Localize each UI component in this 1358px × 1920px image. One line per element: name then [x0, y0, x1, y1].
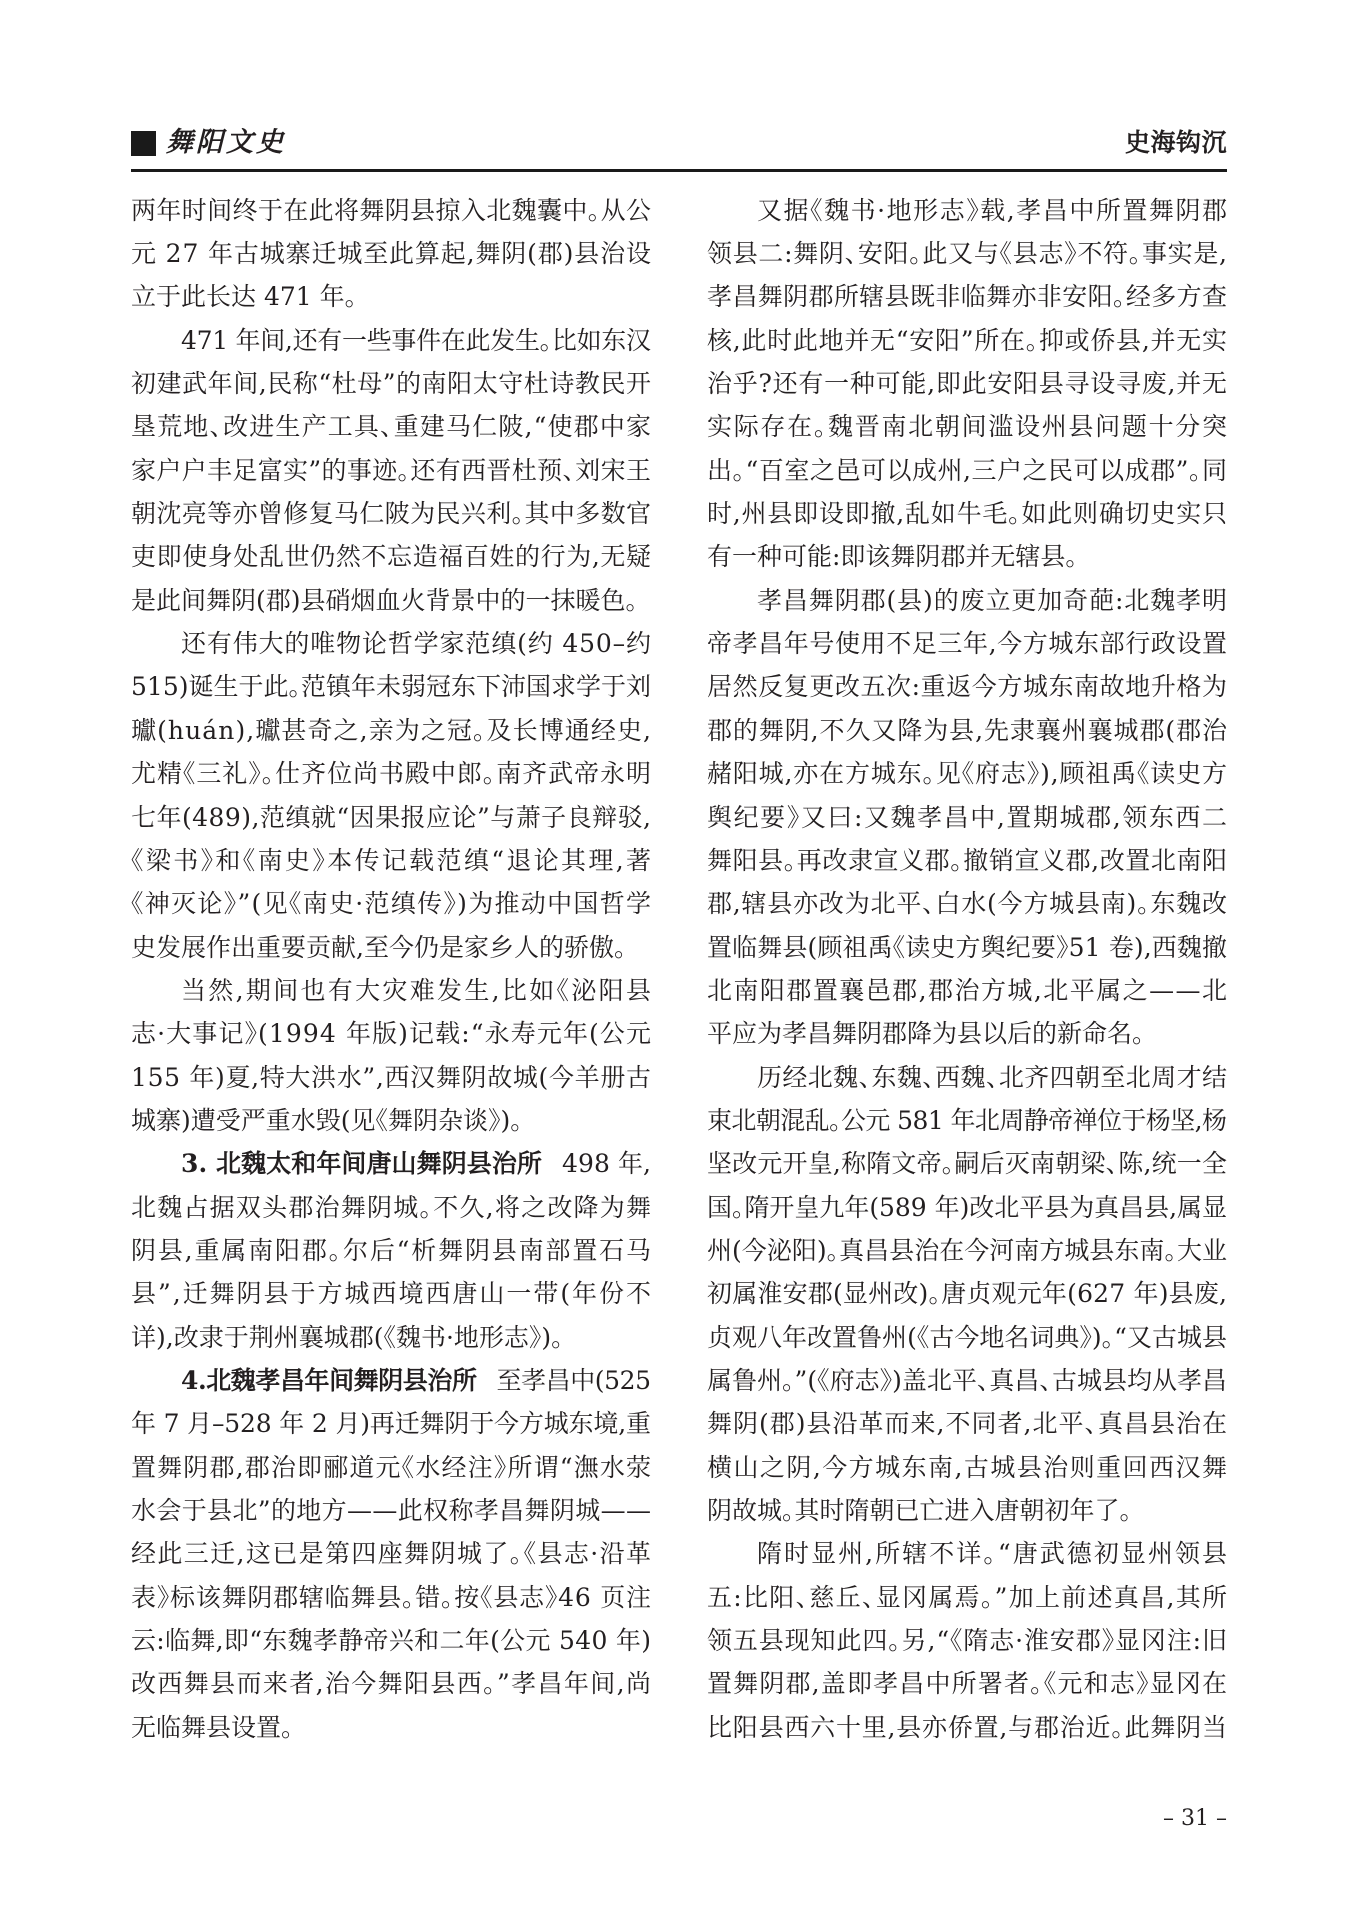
- right-column: [707, 189, 1230, 1749]
- text-line: 坚改元开皇,称隋文帝。嗣后灭南朝梁、陈,统一全: [707, 1149, 1228, 1179]
- text-line: 国。隋开皇九年(589 年)改北平县为真昌县,属显: [707, 1192, 1227, 1222]
- text-line: 郡的舞阴,不久又降为县,先隶襄州襄城郡(郡治: [707, 715, 1228, 745]
- paragraph: [707, 1056, 1227, 1533]
- paragraph: [707, 189, 1227, 579]
- text-line: 出。“百室之邑可以成州,三户之民可以成郡”。同: [707, 455, 1228, 485]
- text-line: 水会于县北”的地方——此权称孝昌舞阴城——: [131, 1496, 652, 1525]
- text-line: 改西舞县而来者,治今舞阳县西。”孝昌年间,尚: [131, 1669, 653, 1699]
- text-line: 《梁书》和《南史》本传记载范缜“退论其理,著: [131, 845, 654, 875]
- paragraph: [131, 1359, 651, 1749]
- text-line: 置临舞县(顾祖禹《读史方舆纪要》51 卷),西魏撤: [707, 932, 1228, 962]
- text-line: 吏即使身处乱世仍然不忘造福百姓的行为,无疑: [131, 542, 652, 572]
- journal-title: 舞阳文史: [166, 127, 286, 158]
- text-line: 治乎?还有一种可能,即此安阳县寻设寻废,并无: [707, 369, 1228, 399]
- text-line: 北魏占据双头郡治舞阴城。不久,将之改降为舞: [131, 1192, 653, 1222]
- text-line: [131, 1142, 651, 1185]
- text-line: 阴县,重属南阳郡。尔后“析舞阴县南部置石马: [131, 1235, 653, 1265]
- text-line: 帝孝昌年号使用不足三年,今方城东部行政设置: [707, 629, 1228, 659]
- text-line: 领五县现知此四。另,“《隋志·淮安郡》显冈注:旧: [707, 1626, 1228, 1656]
- text-line: 家户户丰足富实”的事迹。还有西晋杜预、刘宋王: [131, 455, 652, 485]
- text-line: 郡,辖县亦改为北平、白水(今方城县南)。东魏改: [707, 889, 1228, 919]
- text-line: 立于此长达 471 年。: [131, 282, 358, 312]
- text-line: 两年时间终于在此将舞阴县掠入北魏囊中。从公: [131, 195, 652, 225]
- header-rule: [131, 169, 1227, 172]
- text-line: 隋时显州,所辖不详。“唐武德初显州领县: [757, 1539, 1230, 1569]
- paragraph: [707, 579, 1227, 1056]
- text-line: 瓛(huán),瓛甚奇之,亲为之冠。及长博通经史,: [131, 715, 653, 745]
- text-line: 平应为孝昌舞阴郡降为县以后的新命名。: [707, 1019, 1145, 1049]
- paragraph: [131, 622, 654, 969]
- text-line: 515)诞生于此。范镇年未弱冠东下沛国求学于刘: [131, 672, 651, 702]
- header-square-icon: [131, 131, 156, 156]
- text-line: 时,州县即设即撤,乱如牛毛。如此则确切史实只: [707, 499, 1228, 529]
- text-line: 舆纪要》又曰:又魏孝昌中,置期城郡,领东西二: [707, 802, 1229, 832]
- paragraph: [707, 1532, 1230, 1749]
- text-line: 贞观八年改置鲁州(《古今地名词典》)。“又古城县: [707, 1322, 1228, 1352]
- text-line: 当然,期间也有大灾难发生,比如《泌阳县: [181, 975, 654, 1005]
- text-line: [131, 1359, 651, 1402]
- text-line: 置舞阴郡,盖即孝昌中所署者。《元和志》显冈在: [707, 1669, 1229, 1699]
- page-number: – 31 –: [1163, 1806, 1227, 1831]
- text-line: 置舞阴郡,郡治即郦道元《水经注》所谓“潕水荥: [131, 1452, 653, 1482]
- text-line: 阴故城。其时隋朝已亡进入唐朝初年了。: [707, 1496, 1133, 1525]
- section-heading: 3. 北魏太和年间唐山舞阴县治所: [181, 1149, 542, 1179]
- text-line: 元 27 年古城寨迁城至此算起,舞阴(郡)县治设: [131, 239, 652, 269]
- text-line: 云:临舞,即“东魏孝静帝兴和二年(公元 540 年): [131, 1626, 652, 1656]
- text-line: 赭阳城,亦在方城东。见《府志》),顾祖禹《读史方: [707, 759, 1228, 789]
- text-line: 孝昌舞阴郡(县)的废立更加奇葩:北魏孝明: [757, 585, 1228, 615]
- section-heading: 4.北魏孝昌年间舞阴县治所: [181, 1365, 477, 1395]
- text-line: 志·大事记》(1994 年版)记载:“永寿元年(公元: [131, 1019, 653, 1049]
- text-line: 横山之阴,今方城东南,古城县治则重回西汉舞: [707, 1452, 1229, 1482]
- text-line: 朝沈亮等亦曾修复马仁陂为民兴利。其中多数官: [131, 499, 652, 529]
- text-line: 孝昌舞阴郡所辖县既非临舞亦非安阳。经多方查: [707, 282, 1228, 312]
- paragraph: [131, 319, 651, 622]
- text-line: 155 年)夏,特大洪水”,西汉舞阴故城(今羊册古: [131, 1062, 652, 1092]
- text-line: 详),改隶于荆州襄城郡(《魏书·地形志》)。: [131, 1322, 564, 1352]
- text-line: 七年(489),范缜就“因果报应论”与萧子良辩驳,: [131, 802, 652, 832]
- paragraph: [131, 969, 654, 1142]
- text-line: 州(今泌阳)。真昌县治在今河南方城县东南。大业: [707, 1235, 1228, 1265]
- section-text: 至孝昌中(525: [496, 1365, 651, 1395]
- text-line: 舞阳县。再改隶宣义郡。撤销宣义郡,改置北南阳: [707, 845, 1228, 875]
- text-line: 五:比阳、慈丘、显冈属焉。”加上前述真昌,其所: [707, 1582, 1229, 1612]
- text-line: 领县二:舞阴、安阳。此又与《县志》不符。事实是,: [707, 239, 1228, 269]
- text-line: 尤精《三礼》。仕齐位尚书殿中郎。南齐武帝永明: [131, 759, 652, 789]
- text-line: 经此三迁,这已是第四座舞阴城了。《县志·沿革: [131, 1539, 653, 1569]
- text-line: 比阳县西六十里,县亦侨置,与郡治近。此舞阴当: [707, 1712, 1228, 1742]
- text-line: 《神灭论》”(见《南史·范缜传》)为推动中国哲学: [131, 889, 653, 919]
- text-line: 城寨)遭受严重水毁(见《舞阴杂谈》)。: [131, 1105, 523, 1135]
- text-line: 史发展作出重要贡献,至今仍是家乡人的骄傲。: [131, 932, 627, 962]
- text-line: 还有伟大的唯物论哲学家范缜(约 450–约: [181, 629, 652, 659]
- text-line: 是此间舞阴(郡)县硝烟血火背景中的一抹暖色。: [131, 585, 639, 615]
- section-title: 史海钩沉: [1124, 128, 1227, 157]
- text-line: 垦荒地、改进生产工具、重建马仁陂,“使郡中家: [131, 412, 653, 442]
- left-column: [131, 189, 654, 1749]
- paragraph: [131, 1142, 651, 1359]
- text-line: 表》标该舞阴郡辖临舞县。错。按《县志》46 页注: [131, 1582, 652, 1612]
- text-line: 舞阴(郡)县沿革而来,不同者,北平、真昌县治在: [707, 1409, 1229, 1439]
- text-line: 初属淮安郡(显州改)。唐贞观元年(627 年)县废,: [707, 1279, 1228, 1309]
- text-line: 束北朝混乱。公元 581 年北周静帝禅位于杨坚,杨: [707, 1105, 1227, 1135]
- text-line: 核,此时此地并无“安阳”所在。抑或侨县,并无实: [707, 325, 1228, 355]
- text-line: 无临舞县设置。: [131, 1712, 294, 1742]
- text-line: 471 年间,还有一些事件在此发生。比如东汉: [181, 325, 651, 355]
- text-line: 年 7 月–528 年 2 月)再迁舞阴于今方城东境,重: [131, 1409, 651, 1439]
- text-line: 属鲁州。”(《府志》)盖北平、真昌、古城县均从孝昌: [707, 1365, 1228, 1395]
- text-line: 居然反复更改五次:重返今方城东南故地升格为: [707, 672, 1228, 702]
- paragraph: [131, 189, 651, 319]
- text-line: 有一种可能:即该舞阴郡并无辖县。: [707, 542, 1078, 572]
- section-text: 498 年,: [562, 1149, 652, 1179]
- text-line: 初建武年间,民称“杜母”的南阳太守杜诗教民开: [131, 369, 652, 399]
- text-line: 历经北魏、东魏、西魏、北齐四朝至北周才结: [757, 1062, 1228, 1092]
- text-line: 实际存在。魏晋南北朝间滥设州县问题十分突: [707, 412, 1229, 442]
- text-line: 县”,迁舞阴县于方城西境西唐山一带(年份不: [131, 1279, 653, 1309]
- text-line: 又据《魏书·地形志》载,孝昌中所置舞阴郡: [757, 195, 1229, 225]
- text-line: 北南阳郡置襄邑郡,郡治方城,北平属之——北: [707, 975, 1229, 1005]
